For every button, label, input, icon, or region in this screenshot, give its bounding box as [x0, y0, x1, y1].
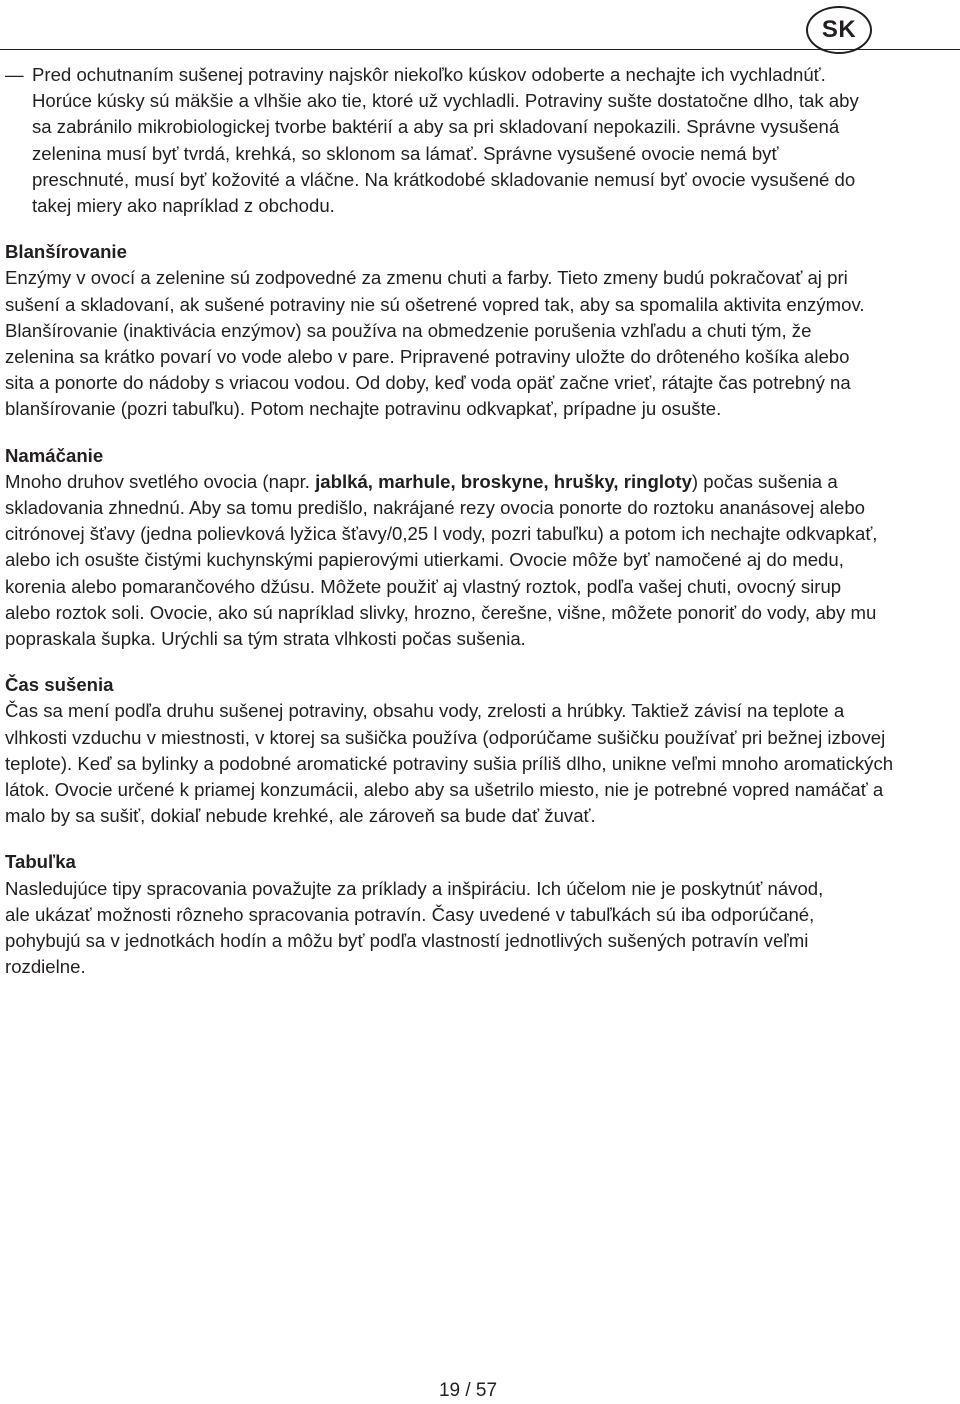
intro-paragraph: [5, 62, 905, 219]
heading-table: Tabuľka: [5, 851, 76, 873]
section-drying-time: [5, 672, 905, 829]
soaking-text: [5, 469, 885, 652]
dash-bullet: —: [5, 64, 24, 85]
blanching-text: Enzýmy v ovocí a zelenine sú zodpovedné za zmenu chuti a farby. Tieto zmeny budú pokračovať aj pri sušení a skladovaní, ak sušené potraviny nie sú ošetrené vopred tak, aby sa spomalila aktivita enzýmov. Blanšírovanie (inaktivácia enzýmov) sa používa na obmedzenie porušenia vzhľadu a chuti tým, že zelenina sa krátko povarí vo vode alebo v pare. Pripravené potraviny uložte do drôteného košíka alebo sita a ponorte do nádoby s vriacou vodou. Od doby, keď voda opäť začne vrieť, rátajte čas potrebný na blanšírovanie (pozri tabuľku). Potom nechajte potravinu odkvapkať, prípadne ju osušte.: [5, 267, 865, 420]
heading-blanching: Blanšírovanie: [5, 241, 127, 263]
soaking-text-start: Mnoho druhov svetlého ovocia (napr.: [5, 470, 316, 492]
section-soaking: [5, 443, 905, 653]
header-divider: [0, 49, 960, 50]
document-body: [5, 62, 905, 981]
intro-text: Pred ochutnaním sušenej potraviny najskôr niekoľko kúskov odoberte a nechajte ich vychladnúť. Horúce kúsky sú mäkšie a vlhšie ako tie, ktoré už vychladli. Potraviny sušte dostatočne dlho, tak aby sa zabránilo mikrobiologickej tvorbe baktérií a aby sa pri skladovaní nepokazili. Správne vysušená zelenina musí byť tvrdá, krehká, so sklonom sa lámať. Správne vysušené ovocie nemá byť preschnuté, musí byť kožovité a vláčne. Na krátkodobé skladovanie nemusí byť ovocie vysušené do takej miery ako napríklad z obchodu.: [32, 64, 859, 217]
soaking-fruits-bold: jablká, marhule, broskyne, hrušky, ringloty: [315, 470, 692, 492]
page-number: 19 / 57: [438, 1380, 498, 1401]
section-blanching: [5, 239, 905, 422]
heading-drying-time: Čas sušenia: [5, 674, 114, 696]
soaking-text-end: ) počas sušenia a skladovania zhnednú. Aby sa tomu predišlo, nakrájané rezy ovocia ponorte do roztoku ananásovej alebo citrónovej šťavy (jedna polievková lyžica šťavy/0,25 l vody, pozri tabuľku) a potom ich nechajte odkvapkať, alebo ich osušte čistými kuchynskými papierovými utierkami. Ovocie môže byť namočené aj do medu, korenia alebo pomarančového džúsu. Môžete použiť aj vlastný roztok, podľa vašej chuti, ovocný sirup alebo roztok soli. Ovocie, ako sú napríklad slivky, hrozno, čerešne, višne, môžete ponoriť do vody, aby mu popraskala šupka. Urýchli sa tým strata vlhkosti počas sušenia.: [5, 470, 878, 650]
section-table: [5, 849, 905, 980]
language-badge: SK: [806, 6, 872, 54]
heading-soaking: Namáčanie: [5, 444, 104, 466]
drying-time-text: Čas sa mení podľa druhu sušenej potraviny, obsahu vody, zrelosti a hrúbky. Taktiež závisí na teplote a vlhkosti vzduchu v miestnosti, v ktorej sa sušička používa (odporúčame sušičku používať pri bežnej izbovej teplote). Keď sa bylinky a podobné aromatické potraviny sušia príliš dlho, unikne veľmi mnoho aromatických látok. Ovocie určené k priamej konzumácii, alebo aby sa ušetrilo miesto, nie je potrebné vopred namáčať a malo by sa sušiť, dokiaľ nebude krehké, ale zároveň sa bude dať žuvať.: [5, 700, 894, 827]
table-text: Nasledujúce tipy spracovania považujte za príklady a inšpiráciu. Ich účelom nie je poskytnúť návod, ale ukázať možnosti rôzneho spracovania potravín. Časy uvedené v tabuľkách sú iba odporúčané, pohybujú sa v jednotkách hodín a môžu byť podľa vlastností jednotlivých sušených potravín veľmi rozdielne.: [5, 877, 824, 978]
